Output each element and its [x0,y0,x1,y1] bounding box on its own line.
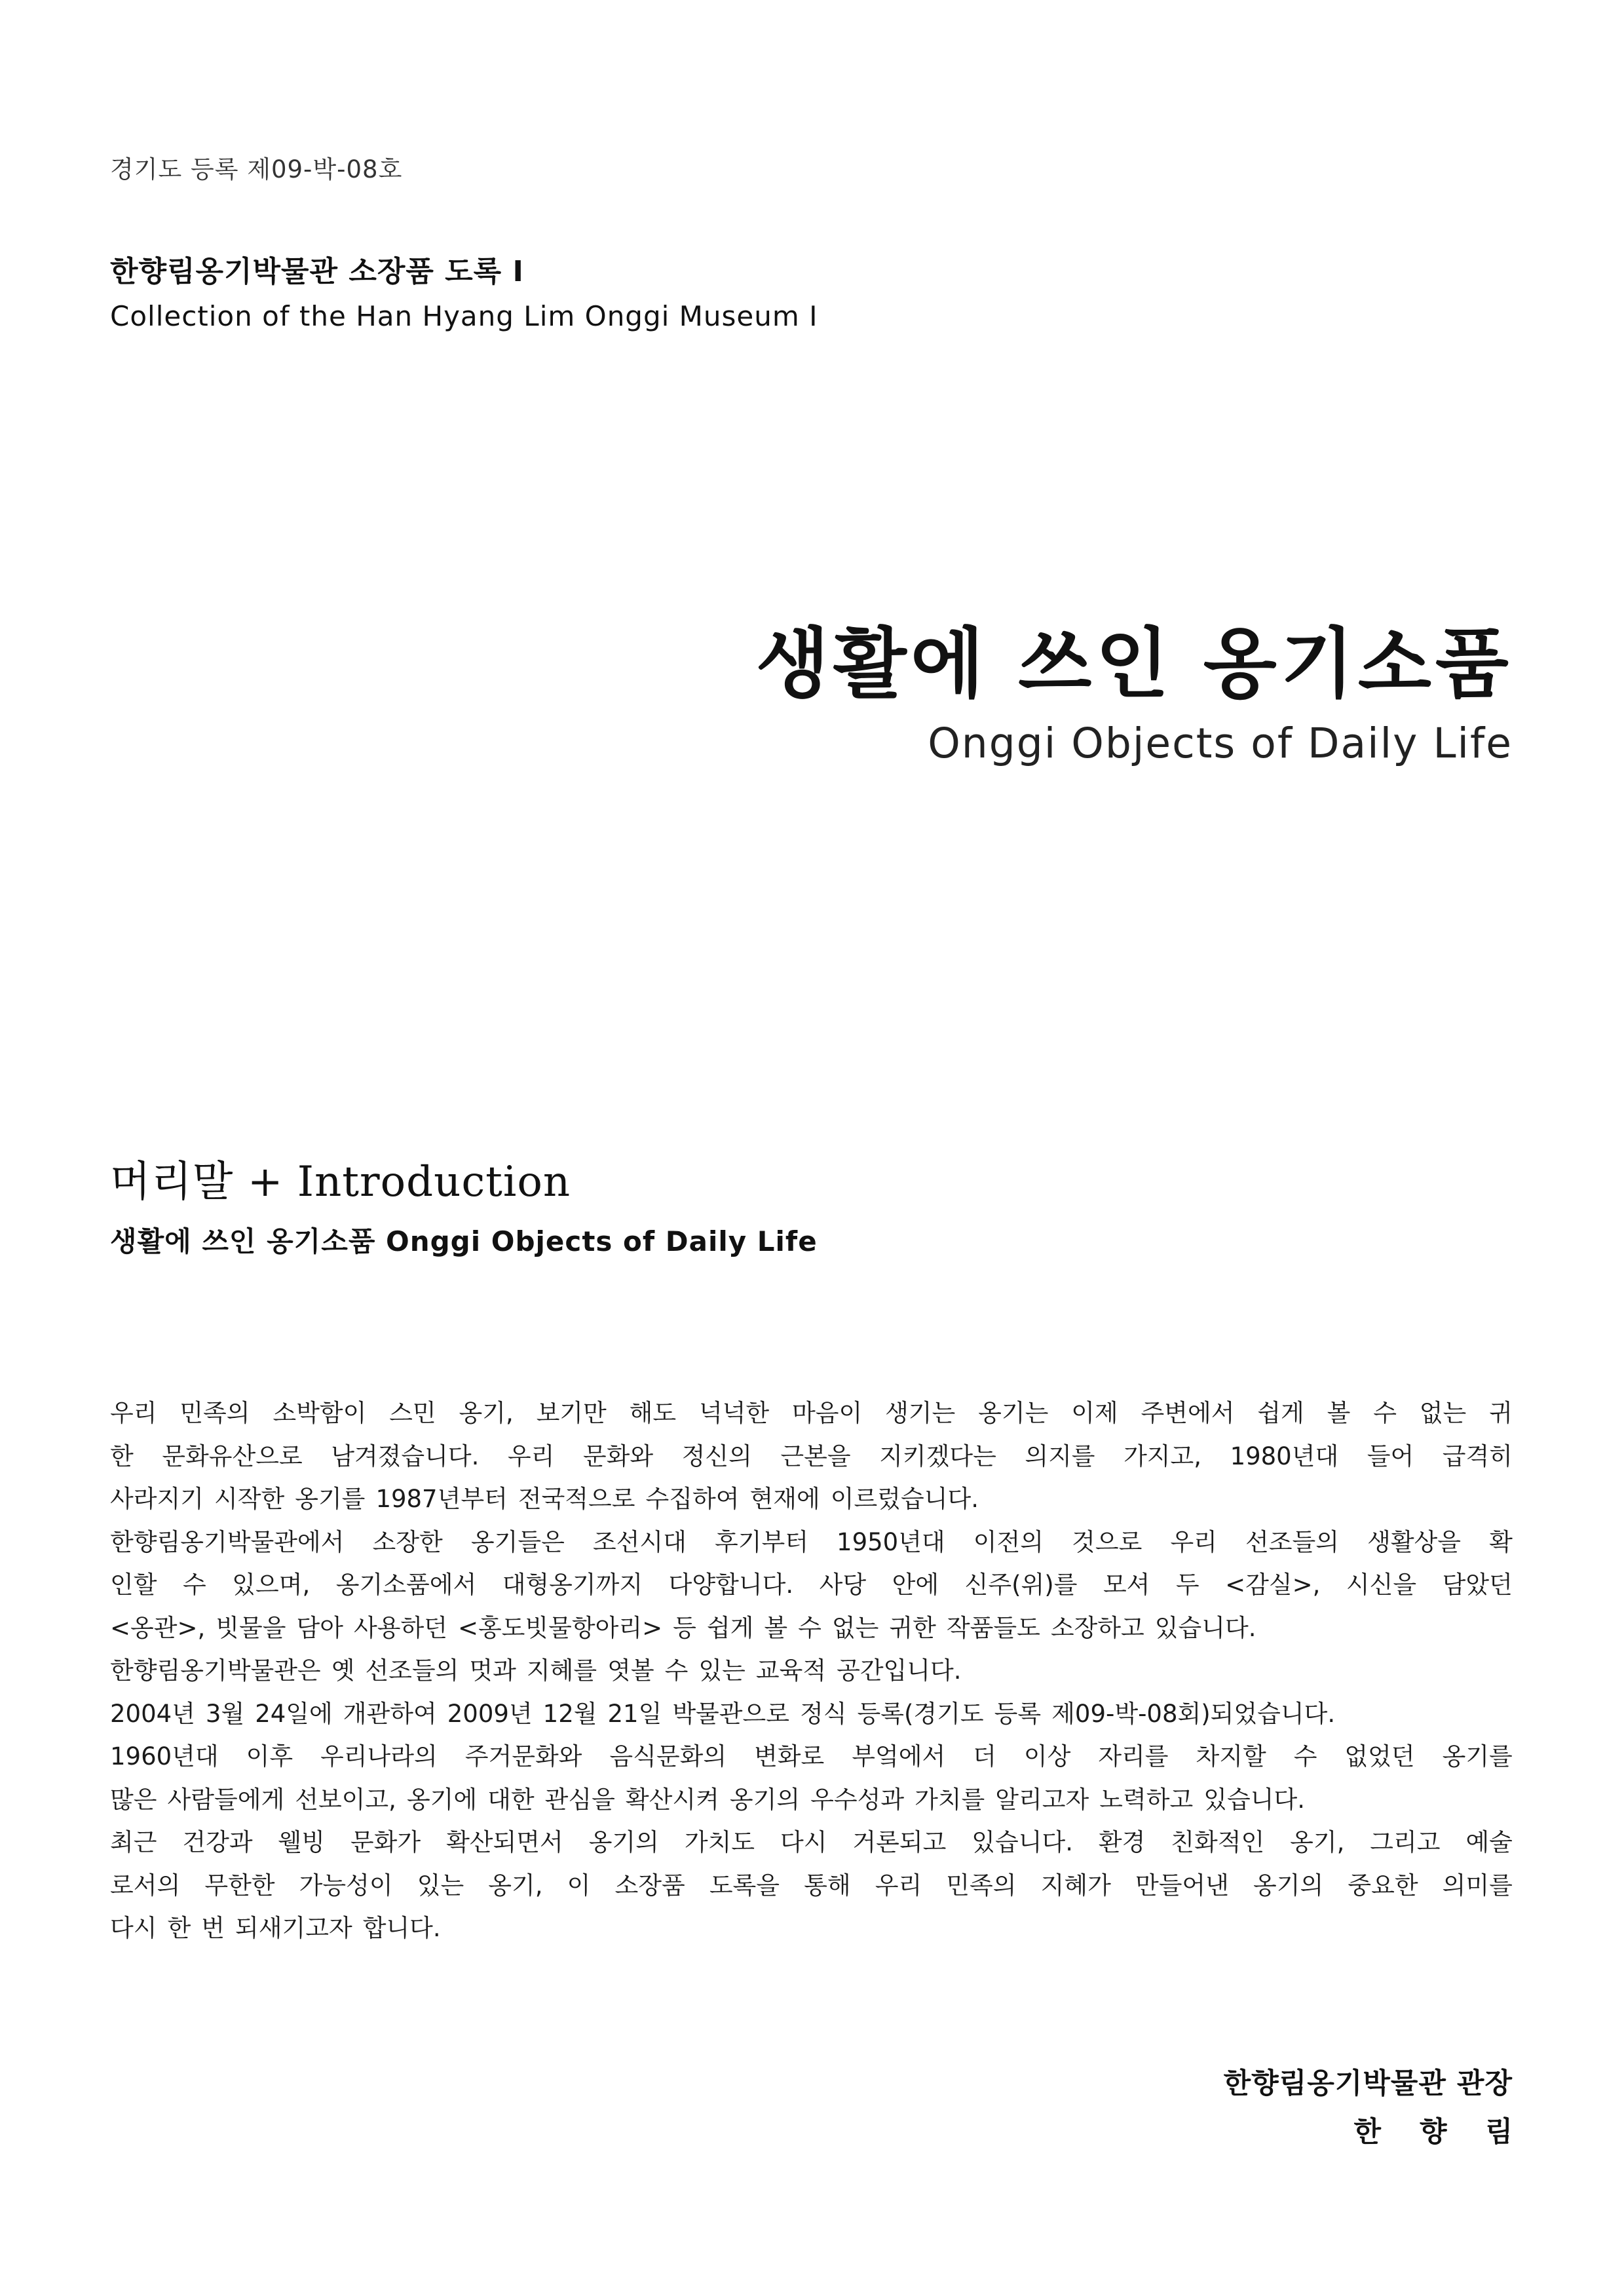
introduction-subheading: 생활에 쓰인 옹기소품 Onggi Objects of Daily Life [110,1225,818,1257]
introduction-body [110,1392,1513,1950]
paragraph-line: 사라지기 시작한 옹기를 1987년부터 전국적으로 수집하여 현재에 이르렀습니다. [110,1485,979,1513]
paragraph-line: 한향림옹기박물관은 옛 선조들의 멋과 지혜를 엿볼 수 있는 교육적 공간입니다. [110,1656,962,1685]
registration-number: 경기도 등록 제09-박-08호 [110,155,403,183]
page-subtitle: Onggi Objects of Daily Life [928,719,1513,767]
paragraph-line: 다시 한 번 되새기고자 합니다. [110,1914,441,1942]
introduction-heading: 머리말 + Introduction [110,1158,571,1206]
paragraph-line: <옹관>, 빗물을 담아 사용하던 <홍도빗물항아리> 등 쉽게 볼 수 없는 귀한 작품들도 소장하고 있습니다. [110,1613,1256,1642]
paragraph-line: 2004년 3월 24일에 개관하여 2009년 12월 21일 박물관으로 정식 등록(경기도 등록 제09-박-08회)되었습니다. [110,1699,1336,1728]
catalog-title-korean: 한향림옹기박물관 소장품 도록 I [110,255,524,288]
catalog-title-english: Collection of the Han Hyang Lim Onggi Museum I [110,300,818,332]
signature-title: 한향림옹기박물관 관장 [1223,2067,1513,2100]
paragraph-line: 한향림옹기박물관에서 소장한 옹기들은 조선시대 후기부터 1950년대 이전의 것으로 우리 선조들의 생활상을 확 [110,1527,1513,1556]
paragraph-line: 한 문화유산으로 남겨졌습니다. 우리 문화와 정신의 근본을 지키겠다는 의지를 가지고, 1980년대 들어 급격히 [110,1442,1513,1470]
page-title: 생활에 쓰인 옹기소품 [755,620,1513,708]
paragraph-line: 1960년대 이후 우리나라의 주거문화와 음식문화의 변화로 부엌에서 더 이상 자리를 차지할 수 없었던 옹기를 [110,1742,1513,1770]
paragraph-line: 많은 사람들에게 선보이고, 옹기에 대한 관심을 확산시켜 옹기의 우수성과 가치를 알리고자 노력하고 있습니다. [110,1785,1305,1814]
paragraph-line: 인할 수 있으며, 옹기소품에서 대형옹기까지 다양합니다. 사당 안에 신주(위)를 모셔 두 <감실>, 시신을 담았던 [110,1571,1513,1599]
paragraph-line: 최근 건강과 웰빙 문화가 확산되면서 옹기의 가치도 다시 거론되고 있습니다. 환경 친화적인 옹기, 그리고 예술 [110,1828,1513,1856]
paragraph-line: 우리 민족의 소박함이 스민 옹기, 보기만 해도 넉넉한 마음이 생기는 옹기는 이제 주변에서 쉽게 볼 수 없는 귀 [110,1399,1513,1427]
paragraph-line: 로서의 무한한 가능성이 있는 옹기, 이 소장품 도록을 통해 우리 민족의 지혜가 만들어낸 옹기의 중요한 의미를 [110,1871,1513,1900]
signature-name: 한 향 림 [1353,2116,1527,2149]
